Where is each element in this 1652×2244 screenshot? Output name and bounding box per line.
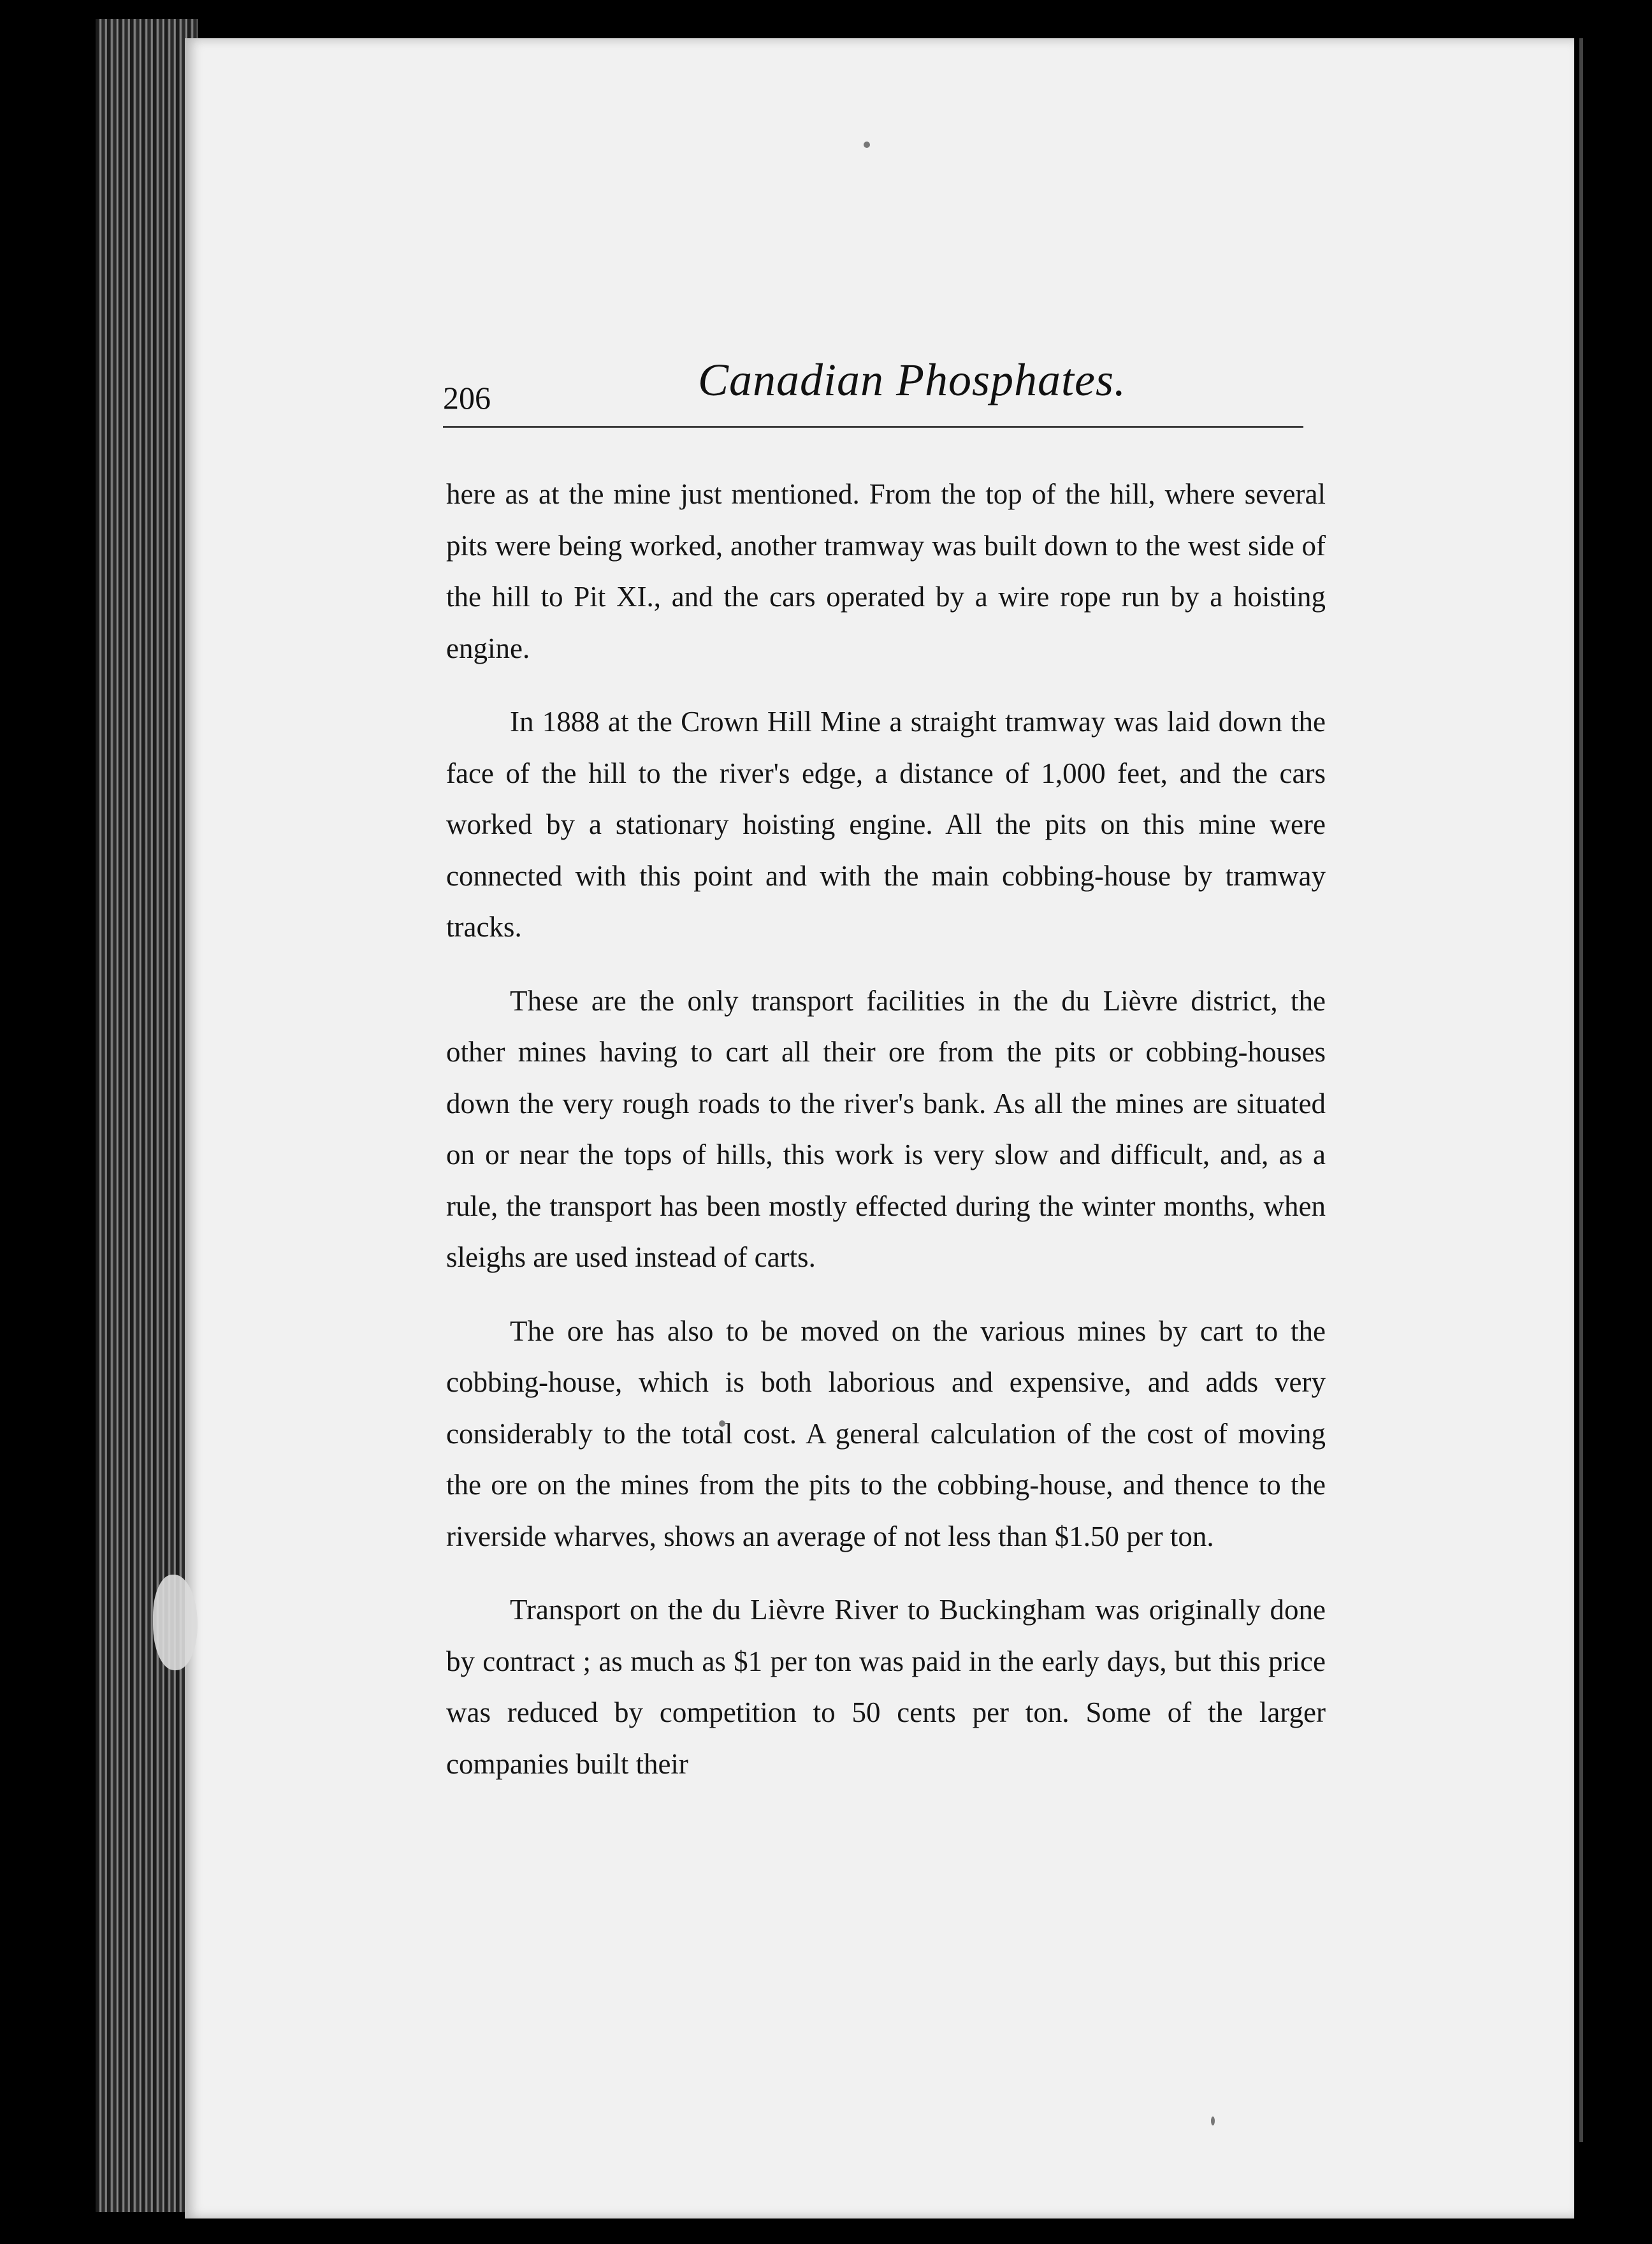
- body-text: [446, 469, 1326, 1789]
- scan-border-right: [1574, 26, 1652, 2244]
- header-rule: [443, 426, 1303, 428]
- paper-speck: [864, 142, 870, 148]
- facing-page-edge: [1579, 38, 1583, 2142]
- paragraph-2: In 1888 at the Crown Hill Mine a straight tramway was laid down the face of the hill to the river's edge, a distance of 1,000 feet, and the cars worked by a stationary hoisting engine. All the pits on this mine were connected with this point and with the main cobbing-house by tramway tracks.: [446, 706, 1326, 943]
- paragraph-4: The ore has also to be moved on the various mines by cart to the cobbing-house, which is both laborious and expensive, and adds very considerably to the total cost. A general calculation of the cost of moving the ore on the mines from the pits to the cobbing-house, and thence to the riverside wharves, shows an average of not less than $1.50 per ton.: [446, 1315, 1326, 1552]
- page-number: 206: [443, 380, 491, 416]
- paper-speck: [1211, 2116, 1215, 2125]
- book-page-edges: [96, 19, 198, 2212]
- paragraph-1: here as at the mine just mentioned. From the top of the hill, where several pits were being worked, another tramway was built down to the west side of the hill to Pit XI., and the cars operated by a wire rope run by a hoisting engine.: [446, 478, 1326, 664]
- paragraph-5: Transport on the du Lièvre River to Buckingham was originally done by contract ; as much as $1 per ton was paid in the early days, but this price was reduced by competition to 50 cents per ton. Some of the larger companies built their: [446, 1594, 1326, 1780]
- scan-border-top: [0, 0, 1652, 40]
- paragraph-3: These are the only transport facilities in the du Lièvre district, the other mines having to cart all their ore from the pits or cobbing-houses down the very rough roads to the river's bank. As all the mines are situated on or near the tops of hills, this work is very slow and difficult, and, as a rule, the transport has been mostly effected during the winter months, when sleighs are used instead of carts.: [446, 984, 1326, 1273]
- page-header: [443, 354, 1303, 430]
- running-title: Canadian Phosphates.: [698, 354, 1127, 405]
